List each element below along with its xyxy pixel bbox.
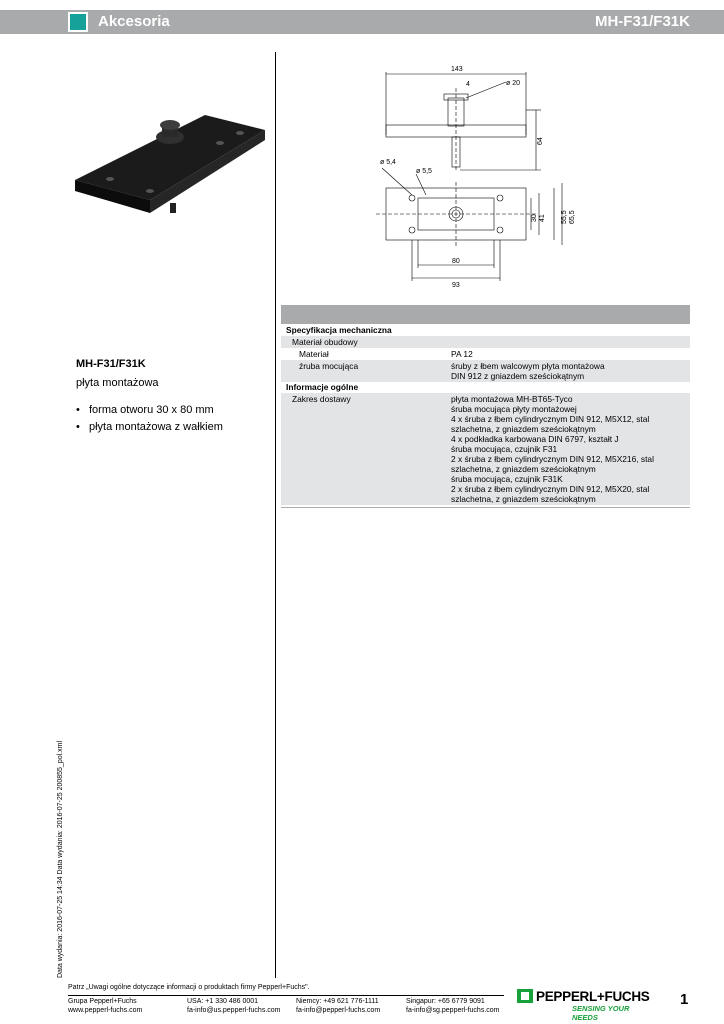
feature-item: • płyta montażowa z wałkiem: [76, 419, 223, 436]
scope-label: Zakres dostawy: [292, 394, 351, 404]
footer-singapore-email[interactable]: fa-info@sg.pepperl-fuchs.com: [406, 1007, 500, 1014]
table-row: [281, 360, 690, 382]
dim-555: 55,5: [561, 210, 568, 224]
brand-logo-icon: [517, 989, 533, 1003]
scope-value-line: śruba mocująca, czujnik F31K: [451, 474, 563, 484]
spec-table: [281, 325, 690, 508]
footer-germany-phone: Niemcy: +49 621 776-1111: [296, 998, 379, 1005]
footer-singapore: [406, 997, 499, 1015]
dim-30: 30: [531, 214, 538, 222]
scope-value-line: szlachetna, z gniazdem sześciokątnym: [451, 424, 596, 434]
feature-list: [76, 402, 223, 436]
footer-website-link[interactable]: www.pepperl-fuchs.com: [68, 1007, 143, 1014]
dim-d20: ø 20: [506, 80, 521, 87]
page-title: Akcesoria: [98, 13, 170, 30]
scope-value-line: szlachetna, z gniazdem sześciokątnym: [451, 494, 596, 504]
footer-usa-phone: USA: +1 330 486 0001: [187, 998, 259, 1005]
brand-tagline: SENSING YOUR NEEDS: [572, 1004, 630, 1022]
column-divider: [275, 52, 276, 978]
brand-logo: [517, 989, 657, 1022]
page-number: 1: [680, 991, 689, 1008]
dim-4: 4: [466, 81, 470, 88]
footer-group: [68, 997, 142, 1015]
table-row: [281, 336, 690, 348]
dim-41: 41: [539, 214, 546, 222]
scope-value-line: płyta montażowa MH-BT65-Tyco: [451, 394, 573, 404]
product-code: MH-F31/F31K: [594, 13, 690, 30]
footer-usa: [187, 997, 280, 1015]
screw-value-line: śruby z łbem walcowym płyta montażowa: [451, 361, 605, 371]
product-name: MH-F31/F31K: [76, 358, 146, 370]
scope-value-line: 2 x śruba z łbem cylindrycznym DIN 912, M5X20, stal: [451, 484, 650, 494]
table-row: [281, 348, 690, 360]
issue-date-text: Data wydania: 2016-07-25 14:34 Data wydania: 2016-07-25 200855_pol.xml: [57, 741, 64, 978]
footer-note: Patrz „Uwagi ogólne dotyczące informacji o produktach firmy Pepperl+Fuchs".: [68, 984, 310, 991]
material-value: PA 12: [451, 349, 473, 359]
dim-80: 80: [452, 258, 460, 265]
dim-d54: ø 5,4: [380, 159, 396, 166]
dim-93: 93: [452, 282, 460, 289]
scope-value-line: śruba mocująca płyty montażowej: [451, 404, 577, 414]
spec-header-bar: [281, 305, 690, 324]
dim-143: 143: [451, 66, 463, 73]
dim-64: 64: [537, 137, 544, 145]
footer-germany: [296, 997, 380, 1015]
header-square-icon: [68, 12, 88, 32]
dim-655: 65,5: [569, 210, 576, 224]
material-label: Materiał: [299, 349, 329, 359]
screw-label: źruba mocująca: [299, 361, 359, 371]
footer-group-name: Grupa Pepperl+Fuchs: [68, 998, 137, 1005]
scope-value-line: szlachetna, z gniazdem sześciokątnym: [451, 464, 596, 474]
footer-usa-email[interactable]: fa-info@us.pepperl-fuchs.com: [187, 1007, 281, 1014]
dim-d55: ø 5,5: [416, 168, 432, 175]
product-description: płyta montażowa: [76, 377, 159, 389]
section-general: Informacje ogólne: [286, 382, 359, 392]
footer-divider: [68, 995, 504, 996]
housing-label: Materiał obudowy: [292, 337, 358, 347]
brand-logo-text: PEPPERL+FUCHS: [536, 989, 650, 1004]
scope-value-line: 4 x śruba z łbem cylindrycznym DIN 912, M5X12, stal: [451, 414, 650, 424]
feature-item: • forma otworu 30 x 80 mm: [76, 402, 223, 419]
table-end-line: [281, 507, 690, 508]
table-row: [281, 393, 690, 505]
product-photo: [70, 95, 270, 235]
section-mechanical: Specyfikacja mechaniczna: [286, 325, 392, 335]
scope-value-line: 2 x śruba z łbem cylindrycznym DIN 912, M5X216, stal: [451, 454, 654, 464]
scope-value-line: 4 x podkładka karbowana DIN 6797, kształt J: [451, 434, 619, 444]
scope-value-line: śruba mocująca, czujnik F31: [451, 444, 558, 454]
footer-germany-email[interactable]: fa-info@pepperl-fuchs.com: [296, 1007, 381, 1014]
footer-singapore-phone: Singapur: +65 6779 9091: [406, 998, 485, 1005]
screw-value-line: DIN 912 z gniazdem sześciokątnym: [451, 371, 585, 381]
technical-drawing: [376, 60, 576, 290]
